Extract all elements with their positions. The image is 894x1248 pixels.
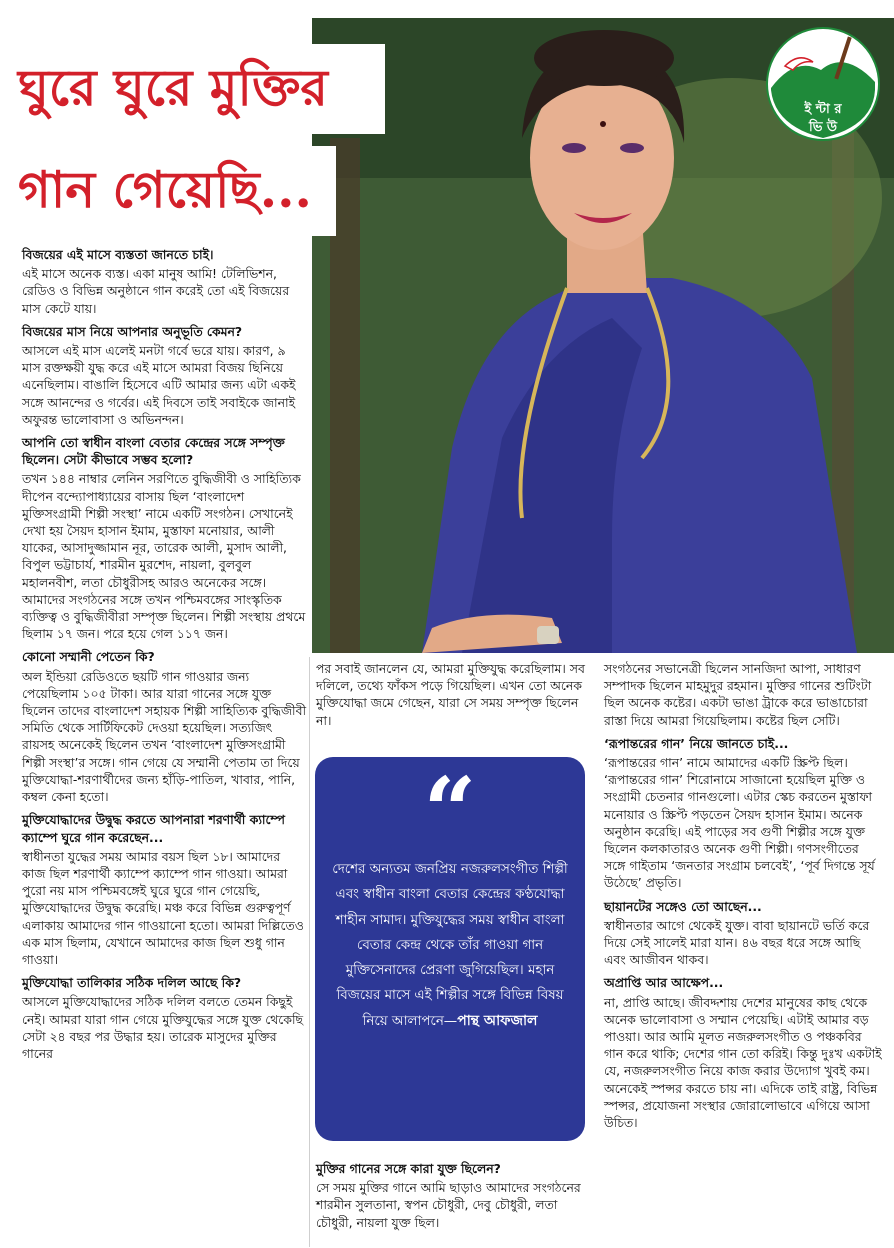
interview-badge [765, 26, 881, 142]
answer: স্বাধীনতা যুদ্ধের সময় আমার বয়স ছিল ১৮। আমাদের কাজ ছিল শরণার্থী ক্যাম্পে ক্যাম্পে গান গাওয়া। আমরা পুরো নয় মাস পশ্চিমবঙ্গেই ঘুরে ঘুরে গান গেয়েছি, মুক্তিযোদ্ধাদের উদ্বুদ্ধ করেছি। মঞ্চ করে বিভিন্ন গুরুত্বপূর্ণ এলাকায় আমাদের গান গাওয়ানো হতো। আমরা দিল্লিতেও এক মাস ছিলাম, যেখানে আমাদের কাজ ছিল শুধু গান গাওয়া। [22, 848, 304, 967]
answer: আসলে মুক্তিযোদ্ধাদের সঠিক দলিল বলতে তেমন কিছুই নেই। আমরা যারা গান গেয়ে মুক্তিযুদ্ধের সঙ্গে যুক্ত থেকেছি সেটা ২৪ বছর পর উদ্ধার হয়। তারেক মাসুদের মুক্তির গানের [22, 994, 304, 1061]
question: ‘রূপান্তরের গান’ নিয়ে জানতে চাই... [604, 735, 789, 751]
badge-line-2: ভি উ [808, 120, 838, 135]
answer: পর সবাই জানলেন যে, আমরা মুক্তিযুদ্ধ করেছিলাম। সব দলিলে, তথ্যে ফাঁকস পড়ে গিয়েছিল। এখন তো অনেক মুক্তিযোদ্ধা জমে গেছেন, যারা সে সময় সম্পৃক্ত ছিলেন না। [316, 661, 585, 728]
pull-quote [315, 757, 585, 1141]
question: মুক্তিযোদ্ধা তালিকার সঠিক দলিল আছে কি? [22, 975, 242, 991]
question: কোনো সম্মানী পেতেন কি? [22, 649, 155, 665]
answer: স্বাধীনতার আগে থেকেই যুক্ত। বাবা ছায়ানটে ভর্তি করে দিয়ে সেই সালেই মারা যান। ৪৬ বছর ধরে সঙ্গে আছি এবং আজীবন থাকব। [604, 917, 870, 968]
answer: সে সময় মুক্তির গানে আমি ছাড়াও আমাদের সংগঠনের শারমীন সুলতানা, স্বপন চৌধুরী, দেবু চৌধুরী, লতা চৌধুরী, নায়লা যুক্ত ছিল। [316, 1180, 581, 1230]
quote-mark-icon: “ [423, 757, 477, 865]
headline-box-2 [8, 146, 336, 236]
answer: তখন ১৪৪ নাম্বার লেনিন সরণিতে বুদ্ধিজীবী ও সাহিত্যিক দীপেন বন্দ্যোপাধ্যায়ের বাসায় ছিল ‘বাংলাদেশ মুক্তিসংগ্রামী শিল্পী সংস্থা’ নামে একটি সংগঠন। সেখানেই দেখা হয় সৈয়দ হাসান ইমাম, মুস্তাফা মনোয়ার, আলী যাকের, আসাদুজ্জামান নূর, তারেক আলী, মুসাদ আলী, বিপুল ভট্টাচার্য, শারমীন মুরশেদ, নায়লা, বুলবুল মহালনবীশ, লতা চৌধুরীসহ আরও অনেকের সঙ্গে। আমাদের সংগঠনের সঙ্গে তখন পশ্চিমবঙ্গের সাংস্কৃতিক ব্যক্তিত্ব ও বুদ্ধিজীবীরা সম্পৃক্ত ছিলেন। শিল্পী সংস্থায় প্রথমে ছিলাম ১৭ জন। পরে হয়ে গেল ১১৭ জন। [22, 471, 306, 642]
headline-line-1: ঘুরে ঘুরে মুক্তির [18, 58, 328, 117]
pull-quote-body: দেশের অন্যতম জনপ্রিয় নজরুলসংগীত শিল্পী এবং স্বাধীন বাংলা বেতার কেন্দ্রের কণ্ঠযোদ্ধা শাহীন সামাদ। মুক্তিযুদ্ধের সময় স্বাধীন বাংলা বেতার কেন্দ্র থেকে তাঁর গাওয়া গান মুক্তিসেনাদের প্রেরণা জুগিয়েছিল। মহান বিজয়ের মাসে এই শিল্পীর সঙ্গে বিভিন্ন বিষয় নিয়ে আলাপনে— [332, 862, 568, 1029]
question: মুক্তিযোদ্ধাদের উদ্বুদ্ধ করতে আপনারা শরণার্থী ক্যাম্পে ক্যাম্পে ঘুরে গান করেছেন... [22, 812, 285, 845]
column-divider [309, 657, 310, 1247]
column-2-top [316, 660, 592, 731]
headline-line-2: গান গেয়েছি... [18, 160, 312, 219]
answer: ‘রূপান্তরের গান’ নামে আমাদের একটি স্ক্রিপ্ট ছিল। ‘রূপান্তরের গান’ শিরোনামে সাজানো হয়েছিল মুক্তি ও সংগ্রামী চেতনার গানগুলো। এটার স্কেচ করতেন মুস্তাফা মনোয়ার ও স্ক্রিপ্ট পড়তেন সৈয়দ হাসান ইমাম। অনেক অনুষ্ঠান করেছি। এই পাড়ের সব গুণী শিল্পীর সঙ্গে যুক্ত ছিলেন কলকাতারও অনেক গুণী শিল্পী। গণসংগীতের সঙ্গে গাইতাম ‘জনতার সংগ্রাম চলবেই’, ‘পূর্ব দিগন্তে সূর্য উঠেছে’ প্রভৃতি। [604, 755, 875, 891]
answer: আসলে এই মাস এলেই মনটা গর্বে ভরে যায়। কারণ, ৯ মাস রক্তক্ষয়ী যুদ্ধ করে এই মাসে আমরা বিজয় ছিনিয়ে এনেছিলাম। বাঙালি হিসেবে এটি আমার জন্য এটা একই সঙ্গে আনন্দের ও গর্বের। এই দিবসে তাই সবাইকে জানাই অফুরন্ত ভালোবাসা ও অভিনন্দন। [22, 343, 296, 427]
pull-quote-author: পান্থ আফজাল [457, 1012, 538, 1029]
question: বিজয়ের মাস নিয়ে আপনার অনুভূতি কেমন? [22, 323, 243, 339]
pull-quote-text [315, 851, 585, 1034]
column-2-bottom [316, 1160, 592, 1233]
question: অপ্রাপ্তি আর আক্ষেপ... [604, 975, 724, 991]
column-3 [604, 660, 882, 1133]
badge-line-1: ই ন্টা র [804, 102, 842, 117]
question: মুক্তির গানের সঙ্গে কারা যুক্ত ছিলেন? [316, 1161, 501, 1176]
headline-box-1 [8, 44, 385, 134]
question: বিজয়ের এই মাসে ব্যস্ততা জানতে চাই। [22, 247, 214, 262]
question: আপনি তো স্বাধীন বাংলা বেতার কেন্দ্রের সঙ্গে সম্পৃক্ত ছিলেন। সেটা কীভাবে সম্ভব হলো? [22, 435, 285, 468]
answer: এই মাসে অনেক ব্যস্ত। একা মানুষ আমি! টেলিভিশন, রেডিও ও বিভিন্ন অনুষ্ঠানে গান করেই তো এই বিজয়ের মাস কেটে যায়। [22, 266, 290, 316]
answer: না, প্রাপ্তি আছে। জীবদ্দশায় দেশের মানুষের কাছ থেকে অনেক ভালোবাসা ও সম্মান পেয়েছি। এটাই আমার বড় পাওয়া। আর আমি মূলত নজরুলসংগীত ও পঞ্চকবির গান করে থাকি; দেশের গান তো করিই। কিন্তু দুঃখ একটাই যে, নজরুলসংগীত নিয়ে কাজ করার উদ্যোগ খুবই কম। অনেকেই স্পন্সর করতে চায় না। এদিকে তাই রাষ্ট্র, বিভিন্ন স্পন্সর, প্রযোজনা সংস্থার জোরালোভাবে এগিয়ে আসা উচিত। [604, 994, 882, 1131]
answer: অল ইন্ডিয়া রেডিওতে ছয়টি গান গাওয়ার জন্য পেয়েছিলাম ১০৫ টাকা। আর যারা গানের সঙ্গে যুক্ত ছিলেন তাদের বাংলাদেশ সহায়ক শিল্পী সাহিত্যিক বুদ্ধিজীবী সমিতি থেকে সার্টিফিকেট দেওয়া হয়েছিল। সত্যজিৎ রায়সহ অনেকেই ছিলেন তখন ‘বাংলাদেশ মুক্তিসংগ্রামী শিল্পী সংস্থা’র সঙ্গে। গান গেয়ে যে সম্মানী পেতাম তা দিয়ে মুক্তিযোদ্ধা-শরণার্থীদের জন্য হাঁড়ি-পাতিল, খাবার, পানি, কম্বল কেনা হতো। [22, 668, 307, 805]
column-1 [22, 246, 306, 1064]
answer: সংগঠনের সভানেত্রী ছিলেন সানজিদা আপা, সাধারণ সম্পাদক ছিলেন মাহমুদুর রহমান। মুক্তির গানের শুটিংটা ছিল অনেক কষ্টের। একটা ভাঙা ট্রাকে করে ভাঙাচোরা রাস্তা দিয়ে আমরা গিয়েছিলাম। কষ্টের ছিল সেটি। [604, 661, 872, 728]
question: ছায়ানটের সঙ্গেও তো আছেন... [604, 898, 762, 914]
